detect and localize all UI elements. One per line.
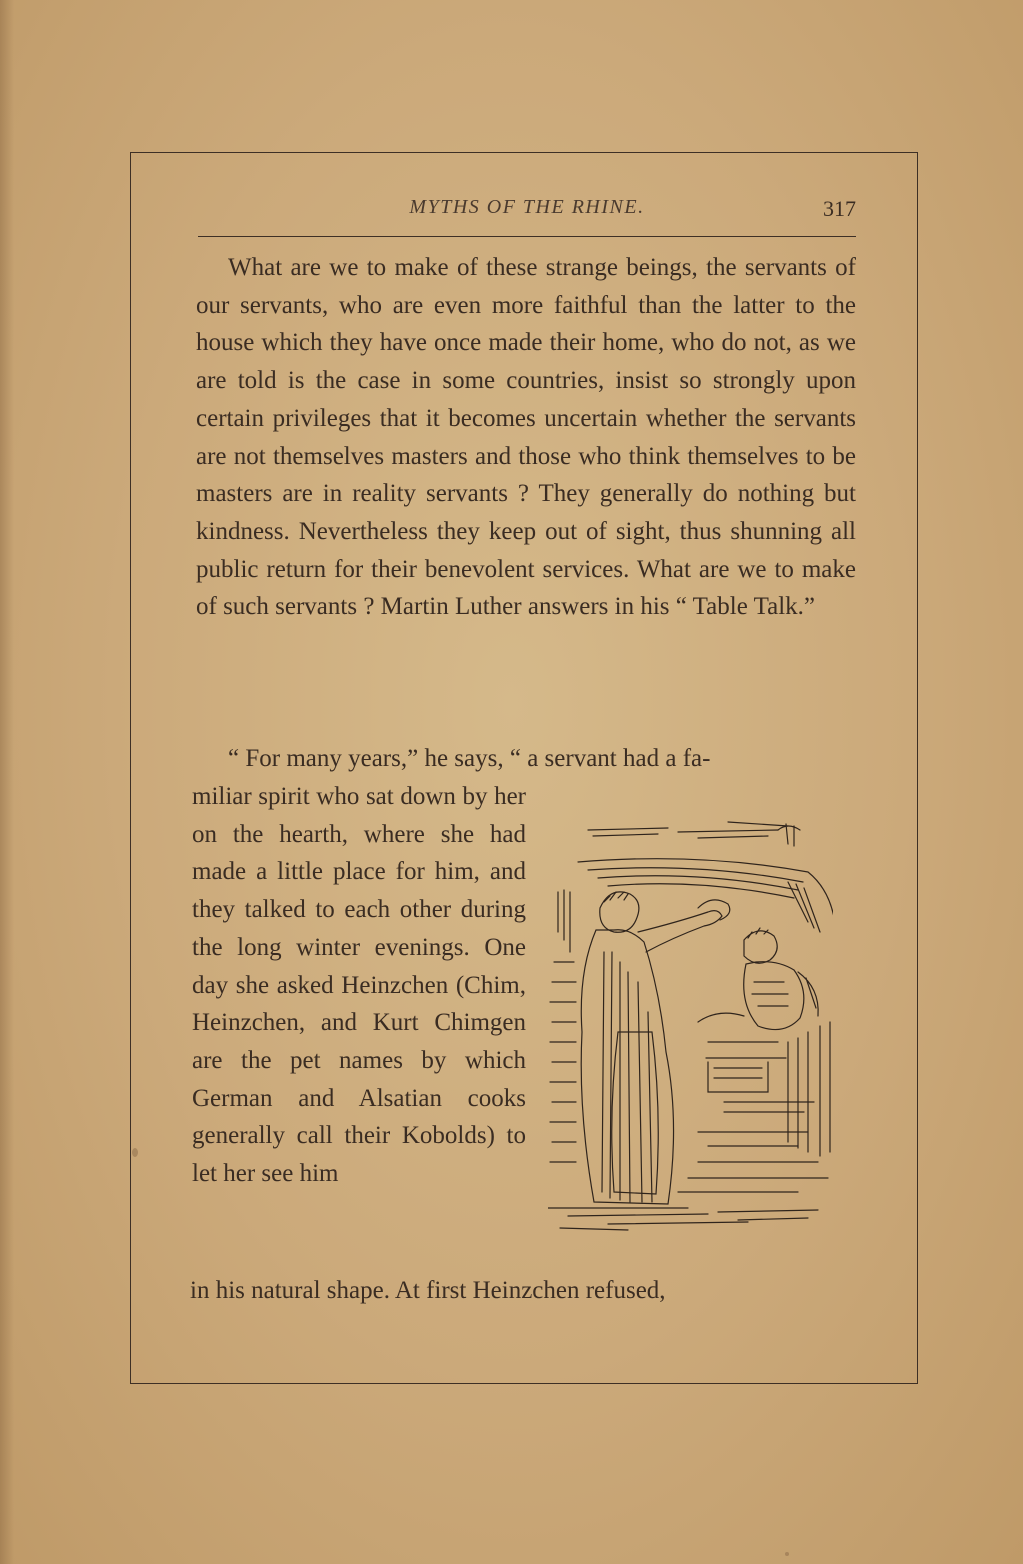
paragraph-2-column-text: miliar spirit who sat down by her on the hearth, where she had made a little place for him, and they talked to each other during the long winter evenings. One day she asked Heinzchen (Chim, Heinzchen, and Kurt Chimgen are the pet names by which German and Alsatian cooks generally call their Kobolds) to let her see him — [192, 783, 526, 1188]
paper-spot — [785, 1552, 789, 1556]
page-number: 317 — [823, 196, 856, 221]
page-edge-shadow — [0, 0, 14, 1564]
kitchen-maid-kobold-illustration — [548, 812, 833, 1242]
running-title: MYTHS OF THE RHINE. — [409, 196, 645, 218]
paper-spot — [132, 1148, 138, 1157]
paragraph-2-last-line: in his natural shape. At first Heinzchen refused, — [190, 1277, 666, 1304]
paragraph-1: What are we to make of these strange beings, the servants of our servants, who are even more faithful than the latter to the house which they have once made their home, who do not, as we are told is the case in some countries, insist so strongly upon certain privileges that it becomes uncertain whether the servants are not themselves masters and those who think themselves to be masters are in reality servants ? They generally do nothing but kindness. Nevertheless they keep out of sight, thus shunning all public return for their benevolent services. What are we to make of such servants ? Martin Luther answers in his “ Table Talk.” — [196, 254, 856, 621]
running-head — [198, 196, 856, 226]
paragraph-2-first-line: “ For many years,” he says, “ a servant had a fa- — [228, 745, 711, 772]
header-rule — [198, 236, 856, 237]
